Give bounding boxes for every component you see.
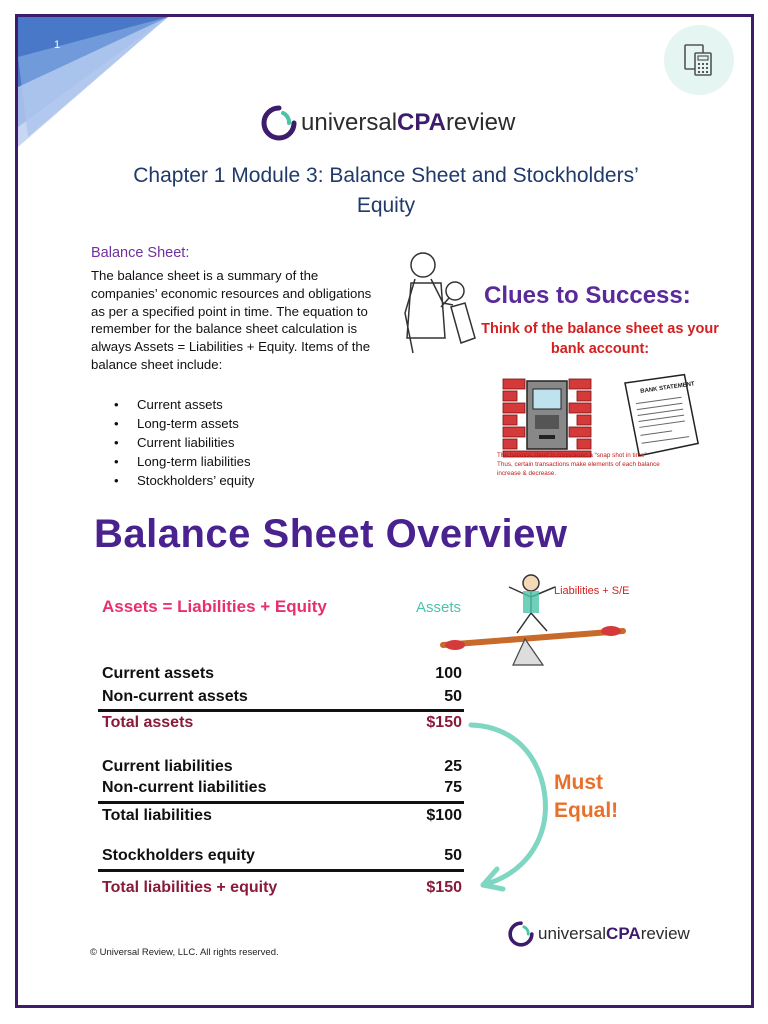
document-icon-badge [664,25,734,95]
detective-figure [405,253,475,353]
list-item: • Current assets [114,395,255,414]
list-item: • Long-term assets [114,414,255,433]
divider [98,709,464,712]
clues-subtitle: Think of the balance sheet as your bank account: [481,321,719,357]
list-item: • Stockholders’ equity [114,471,255,490]
table-row: Non-current liabilities 75 [102,779,462,796]
divider [98,869,464,872]
page-number: 1 [54,39,61,51]
list-item: • Current liabilities [114,433,255,452]
clues-title: Clues to Success: [484,282,691,309]
brand-swirl-icon [508,921,534,947]
seesaw-liabilities-label: Liabilities + S/E [554,585,630,597]
balance-sheet-items [114,395,255,490]
table-row-total: Total liabilities $100 [102,807,462,824]
brand-wordmark: universalCPAreview [538,924,690,943]
clues-illustration [393,243,733,483]
seesaw-assets-label: Assets [416,599,462,616]
balance-sheet-heading: Balance Sheet: [91,245,190,261]
divider [98,801,464,804]
table-row-total: Total assets $150 [102,714,462,731]
table-row: Stockholders equity 50 [102,847,462,864]
brand-wordmark: universalCPAreview [301,109,516,136]
atm-brick-wall [503,379,591,457]
page-frame [15,14,754,1008]
copyright-notice: © Universal Review, LLC. All rights reserved. [90,947,279,958]
bank-statement [625,373,704,456]
balance-sheet-paragraph: The balance sheet is a summary of the companies’ economic resources and obligations as per a specified point in time. The equation to remember for the balance sheet calculation is always Assets = Liabilities + Equity. Items of the balance sheet include: [91,268,372,372]
seesaw-illustration [413,569,653,669]
must-equal-label: Must Equal! [554,771,619,822]
table-row: Current assets 100 [102,665,462,682]
brand-logo-footer [508,921,690,947]
table-row-total: Total liabilities + equity $150 [102,879,462,896]
brand-swirl-icon [261,105,297,141]
svg-text:BANK STATEMENT: BANK STATEMENT [639,381,696,395]
corner-decoration [18,17,188,147]
accounting-equation: Assets = Liabilities + Equity [102,597,327,616]
table-row: Current liabilities 25 [102,758,462,775]
list-item: • Long-term liabilities [114,452,255,471]
table-row: Non-current assets 50 [102,688,462,705]
clues-note: The balance sheet is considered a “snap shot in time” Thus, certain transactions make elements of each balance increase & decrease. [497,452,660,477]
brand-logo-header [261,105,515,141]
page-title: Chapter 1 Module 3: Balance Sheet and Stockholders’ Equity [133,164,639,217]
document-calculator-icon [682,43,716,77]
overview-title: Balance Sheet Overview [94,512,568,556]
